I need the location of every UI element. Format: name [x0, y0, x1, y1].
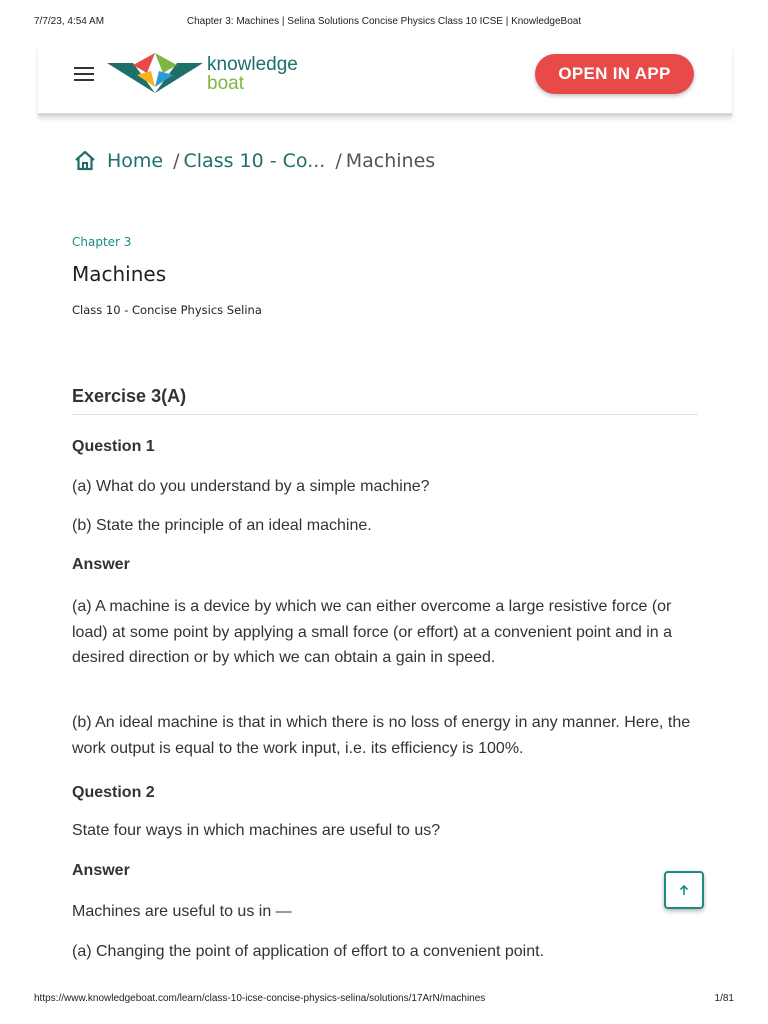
chapter-label: Chapter 3 — [72, 235, 132, 249]
logo-boat-icon — [107, 53, 203, 93]
breadcrumb — [73, 149, 435, 173]
question-2-text: State four ways in which machines are useful to us? — [72, 822, 441, 839]
answer-1-part-b: (b) An ideal machine is that in which there is no loss of energy in any manner. Here, the work output is equal to the work input, i.e. its efficiency is 100%. — [72, 714, 691, 757]
print-page-number: 1/81 — [714, 993, 734, 1004]
answer-2-intro: Machines are useful to us in — — [72, 903, 292, 920]
logo-line1: knowledge — [207, 54, 298, 75]
arrow-up-icon — [678, 884, 690, 896]
breadcrumb-home[interactable]: Home — [107, 150, 164, 172]
answer-2-label: Answer — [72, 862, 130, 879]
question-1-part-a: (a) What do you understand by a simple machine? — [72, 478, 430, 495]
page-title: Machines — [72, 262, 167, 286]
breadcrumb-class[interactable]: Class 10 - Co... — [183, 150, 326, 172]
answer-2-part-a: (a) Changing the point of application of effort to a convenient point. — [72, 943, 545, 960]
open-in-app-button[interactable]: OPEN IN APP — [535, 54, 694, 94]
exercise-heading: Exercise 3(A) — [72, 386, 698, 415]
question-1-heading: Question 1 — [72, 438, 155, 455]
answer-1-part-a: (a) A machine is a device by which we can either overcome a large resistive force (or load) at some point by applying a small force (or effort) at a convenient point and in a desired direction or by which we can obtain a gain in speed. — [72, 598, 673, 666]
print-footer — [34, 993, 734, 1004]
print-doc-title: Chapter 3: Machines | Selina Solutions Concise Physics Class 10 ICSE | KnowledgeBoat — [186, 16, 582, 27]
print-datetime: 7/7/23, 4:54 AM — [34, 16, 105, 27]
logo-line2: boat — [207, 73, 244, 94]
knowledgeboat-logo[interactable] — [107, 51, 317, 99]
breadcrumb-separator: / — [335, 150, 342, 172]
home-icon[interactable] — [73, 149, 97, 173]
answer-1-label: Answer — [72, 556, 130, 573]
scroll-to-top-button[interactable] — [664, 871, 704, 909]
top-navbar — [38, 45, 732, 116]
breadcrumb-separator: / — [173, 150, 180, 172]
breadcrumb-current: Machines — [345, 150, 436, 172]
print-header — [34, 16, 734, 27]
menu-icon[interactable] — [74, 67, 94, 81]
print-url: https://www.knowledgeboat.com/learn/class-10-icse-concise-physics-selina/solutions/17ArN/machines — [34, 993, 486, 1004]
book-subtitle: Class 10 - Concise Physics Selina — [72, 303, 262, 317]
question-2-heading: Question 2 — [72, 784, 155, 801]
question-1-part-b: (b) State the principle of an ideal machine. — [72, 517, 372, 534]
logo-wordmark — [207, 55, 298, 93]
